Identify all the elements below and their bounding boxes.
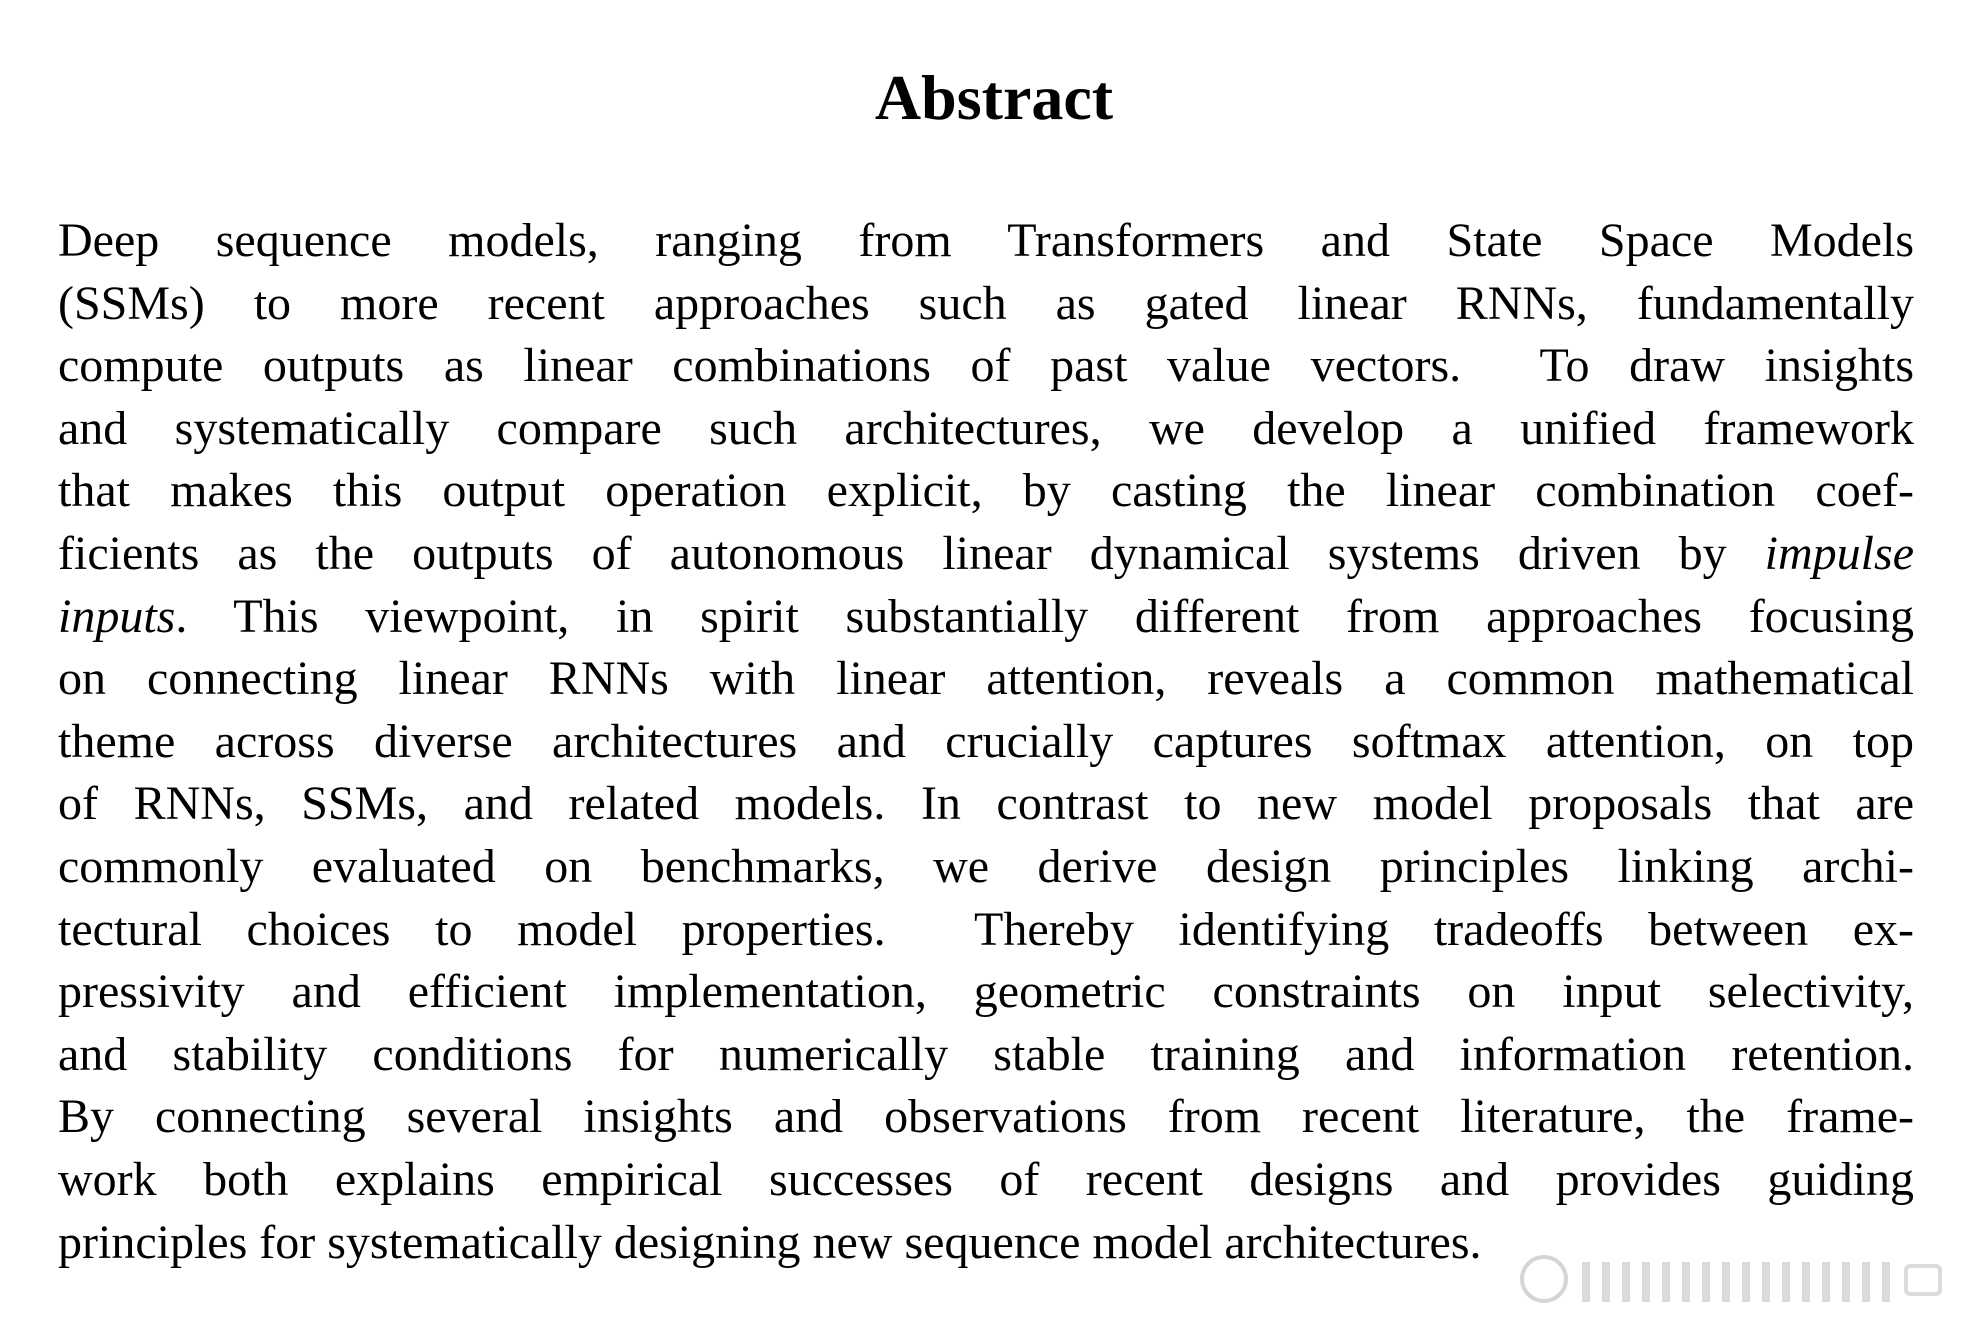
abstract-text: on connecting linear RNNs with linear attention, reveals a common mathematical [58,652,1914,706]
abstract-text: (SSMs) to more recent approaches such as gated linear RNNs, fundamentally [58,276,1914,330]
abstract-text: compute outputs as linear combinations of past value vectors. To draw insights [58,339,1914,393]
abstract-text: ficients as the outputs of autonomous linear dynamical systems driven by [58,526,1765,580]
abstract-line [58,961,1914,1024]
abstract-line [58,836,1914,899]
abstract-line [58,460,1914,523]
abstract-text: of RNNs, SSMs, and related models. In contrast to new model proposals that are [58,777,1914,831]
abstract-text: . This viewpoint, in spirit substantially different from approaches focusing [175,589,1914,643]
abstract-line [58,899,1914,962]
abstract-line [58,398,1914,461]
abstract-text: Deep sequence models, ranging from Transformers and State Space Models [58,214,1914,267]
abstract-text: tectural choices to model properties. Thereby identifying tradeoffs between ex- [58,902,1914,956]
abstract-italic-text: impulse [1764,526,1914,580]
watermark-icon [1516,1244,1946,1314]
abstract-line [58,273,1914,336]
abstract-text: and systematically compare such architectures, we develop a unified framework [58,401,1914,455]
abstract-line [58,1024,1914,1087]
abstract-text: commonly evaluated on benchmarks, we derive design principles linking archi- [58,839,1914,893]
abstract-text: theme across diverse architectures and crucially captures softmax attention, on top [58,714,1914,768]
abstract-heading: Abstract [874,62,1114,133]
abstract-line [58,523,1914,586]
abstract-italic-text: inputs [58,589,176,643]
abstract-text: that makes this output operation explicit, by casting the linear combination coef- [58,464,1914,518]
abstract-text: and stability conditions for numerically stable training and information retention. [58,1027,1914,1081]
abstract-text: pressivity and efficient implementation, geometric constraints on input selectivity, [58,965,1914,1019]
abstract-text: work both explains empirical successes of recent designs and provides guiding [58,1152,1914,1206]
abstract-line [58,335,1914,398]
abstract-text: By connecting several insights and observations from recent literature, the frame- [58,1090,1914,1144]
abstract-line [58,586,1914,649]
abstract-text: principles for systematically designing new sequence model architectures. [58,1215,1482,1269]
abstract-line [58,711,1914,774]
abstract-line [58,210,1914,273]
abstract-line [58,773,1914,836]
abstract-line [58,648,1914,711]
abstract-line [58,1149,1914,1212]
abstract-line [58,1086,1914,1149]
abstract-body [58,210,1914,1274]
